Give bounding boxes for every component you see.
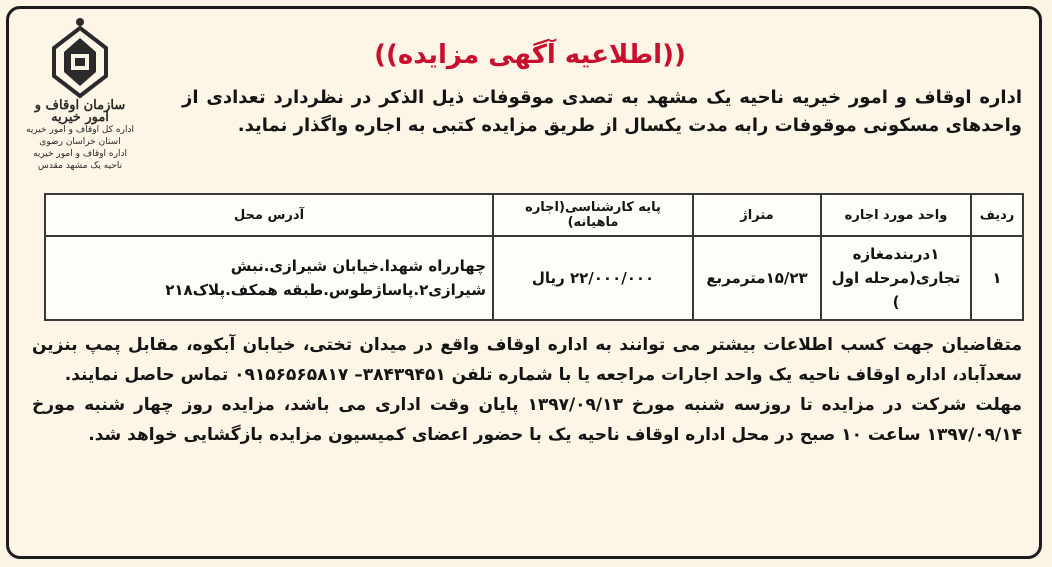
cell-unit: ۱دربندمغازه تجاری(مرحله اول ): [821, 236, 971, 320]
contact-paragraph: متقاضیان جهت کسب اطلاعات بیشتر می توانند به اداره اوقاف واقع در میدان تختی، خیابان آبکوه، مقابل پمپ بنزین سعدآباد، اداره اوقاف ناحیه یک واحد اجارات مراجعه یا با شماره تلفن ۳۸۴۳۹۴۵۱– ۰۹۱۵۶۵۶۵۸۱۷ تماس حاصل نمایند.: [32, 335, 1022, 385]
emblem-icon: [24, 14, 136, 104]
cell-area: ۱۵/۲۳مترمربع: [693, 236, 821, 320]
notice-title: ((اطلاعیه آگهی مزایده)): [374, 40, 686, 70]
cell-base-price: ۲۲/۰۰۰/۰۰۰ ریال: [493, 236, 693, 320]
table-header-row: [45, 194, 1023, 236]
deadline-paragraph: مهلت شرکت در مزایده تا روزسه شنبه مورخ ۱۳۹۷/۰۹/۱۳ پایان وقت اداری می باشد، مزایده روز چهار شنبه مورخ ۱۳۹۷/۰۹/۱۴ ساعت ۱۰ صبح در محل اداره اوقاف ناحیه یک با حضور اعضای کمیسیون مزایده بازگشایی خواهد شد.: [32, 395, 1023, 445]
cell-row-number: ۱: [971, 236, 1023, 320]
org-line-1: اداره کل اوقاف و امور خیریه استان خراسان رضوی: [26, 125, 134, 147]
header-area: متراژ: [693, 194, 821, 236]
cell-address: چهارراه شهدا.خیابان شیرازی.نبش شیرازی۲.پاساژطوس.طبقه همکف.پلاک۲۱۸: [45, 236, 493, 320]
intro-paragraph: اداره اوقاف و امور خیریه ناحیه یک مشهد به تصدی موقوفات ذیل الذکر در نظردارد تعدادی از واحدهای مسکونی موقوفات رابه مدت یکسال از طریق مزایده کتبی به اجاره واگذار نماید.: [182, 87, 1022, 136]
org-name: سازمان اوقاف و امور خیریه: [34, 98, 126, 125]
org-line-2: اداره اوقاف و امور خیریه ناحیه یک مشهد مقدس: [33, 149, 127, 171]
header-address: آدرس محل: [45, 194, 493, 236]
lease-table: [44, 193, 1024, 321]
header-base-price: پایه کارشناسی(اجاره ماهیانه): [493, 194, 693, 236]
header-row-number: ردیف: [971, 194, 1023, 236]
notice-body: [32, 330, 1022, 450]
logo-caption: [24, 100, 136, 172]
table-row: [45, 236, 1023, 320]
header-unit: واحد مورد اجاره: [821, 194, 971, 236]
